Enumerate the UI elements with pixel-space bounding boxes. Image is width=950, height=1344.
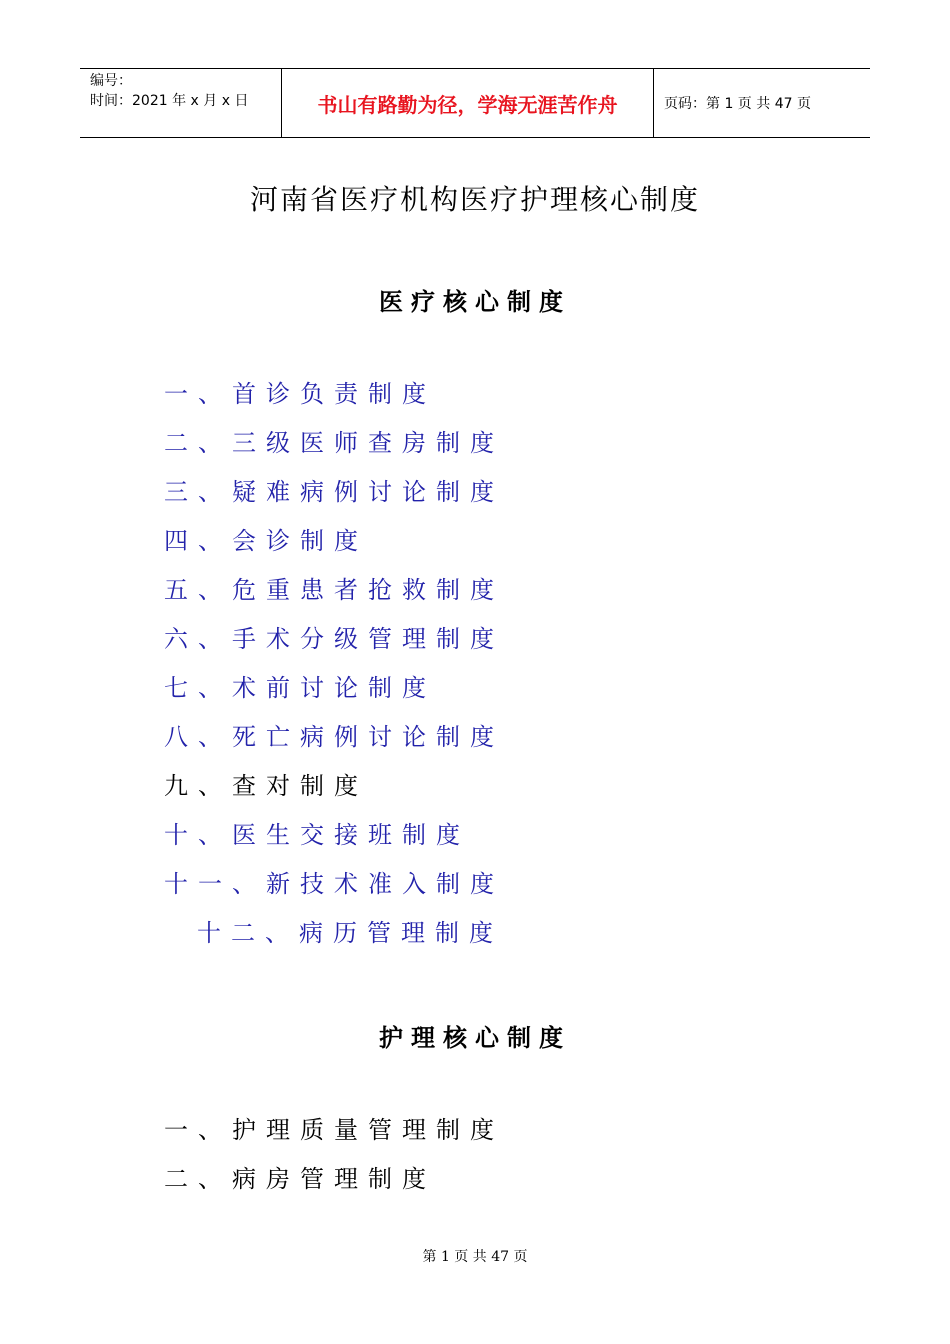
header-page-info: 页码：第 1 页 共 47 页 <box>664 96 811 112</box>
list-item: 二、病房管理制度 <box>164 1165 436 1193</box>
list-item: 九、查对制度 <box>164 772 368 800</box>
list-item: 三、疑难病例讨论制度 <box>164 478 504 506</box>
number-label: 编号： <box>90 73 132 89</box>
list-item: 五、危重患者抢救制度 <box>164 576 504 604</box>
page-header <box>80 68 870 138</box>
list-item: 八、死亡病例讨论制度 <box>164 723 504 751</box>
list-item: 二、三级医师查房制度 <box>164 429 504 457</box>
document-title: 河南省医疗机构医疗护理核心制度 <box>249 183 700 216</box>
list-item: 一、护理质量管理制度 <box>164 1116 504 1144</box>
list-item: 六、手术分级管理制度 <box>164 625 504 653</box>
medical-section-title: 医疗核心制度 <box>379 288 571 316</box>
header-meta <box>80 69 281 137</box>
page-footer: 第 1 页 共 47 页 <box>422 1249 528 1265</box>
list-item: 四、会诊制度 <box>164 527 368 555</box>
list-item: 十一、新技术准入制度 <box>164 870 504 898</box>
list-item: 七、术前讨论制度 <box>164 674 436 702</box>
time-label: 时间：2021 年 x 月 x 日 <box>90 93 249 109</box>
nursing-list <box>164 1115 504 1213</box>
list-item: 十、医生交接班制度 <box>164 821 470 849</box>
nursing-section-title: 护理核心制度 <box>379 1024 571 1052</box>
list-item: 一、首诊负责制度 <box>164 380 436 408</box>
medical-list <box>164 379 504 967</box>
header-motto: 书山有路勤为径，学海无涯苦作舟 <box>281 69 654 137</box>
list-item: 十二、病历管理制度 <box>197 919 503 947</box>
